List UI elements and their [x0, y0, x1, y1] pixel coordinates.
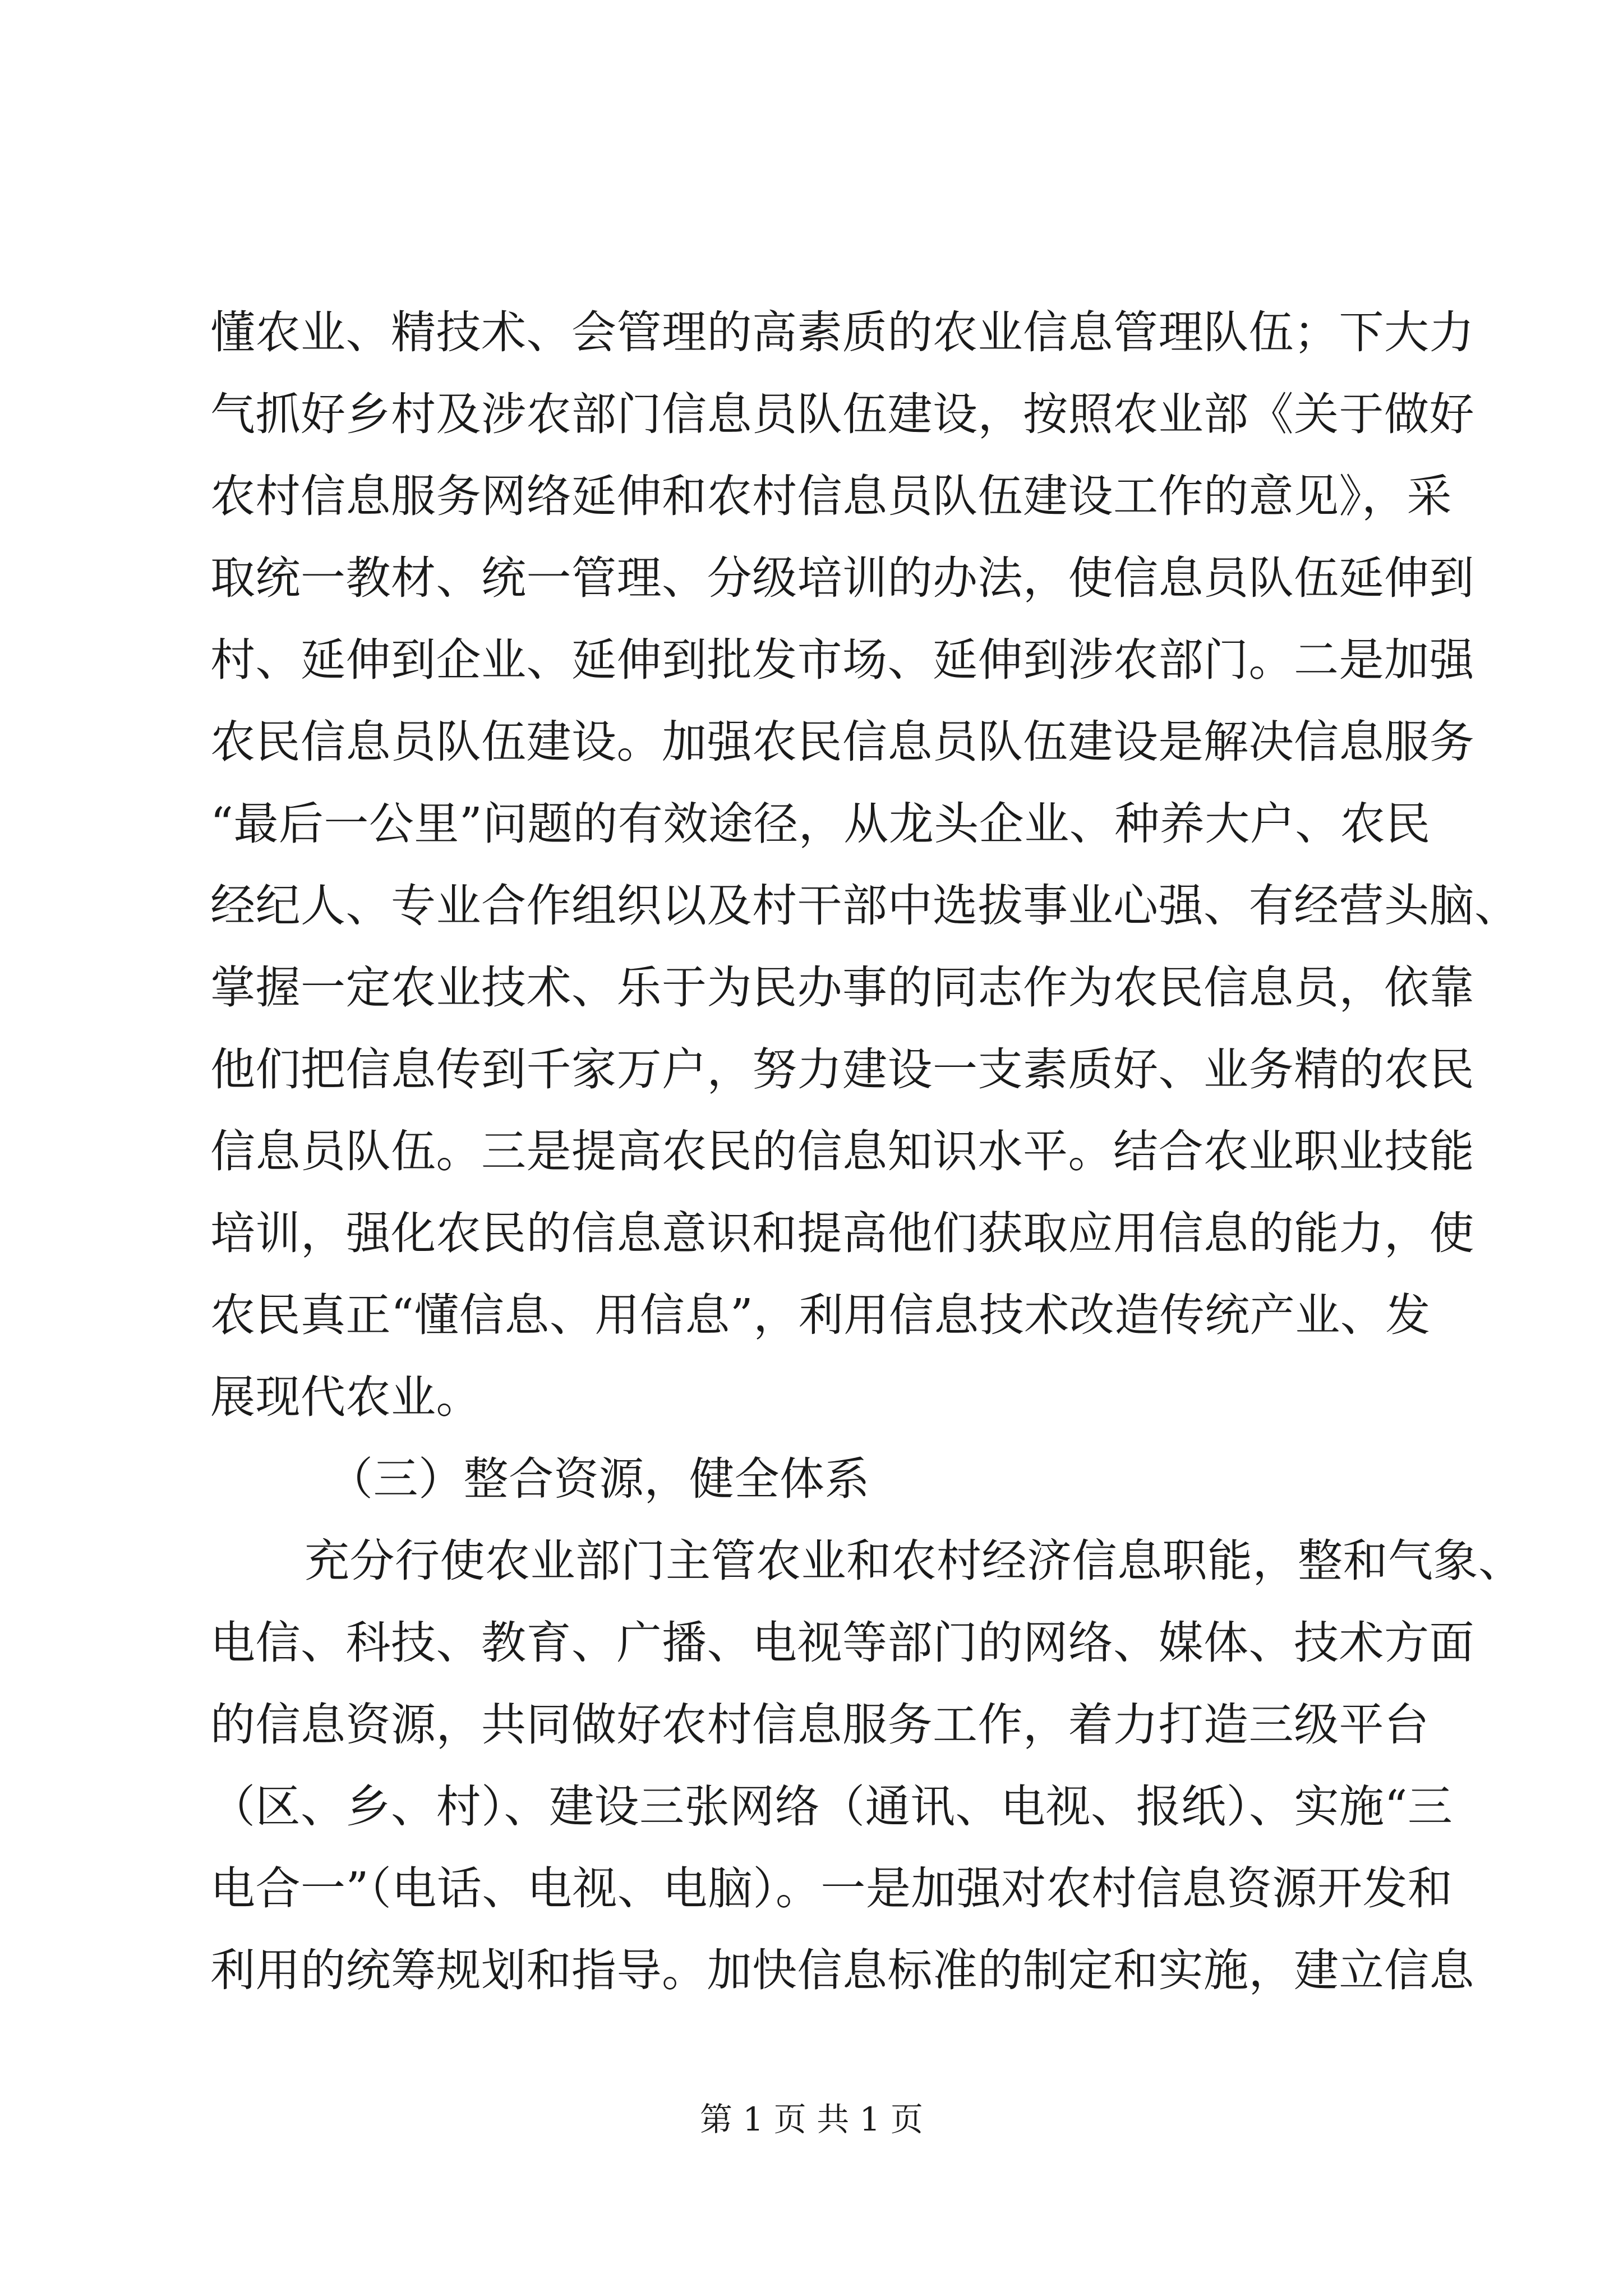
paragraph-line: 展现代农业。 — [210, 1371, 481, 1423]
paragraph-line: 他们把信息传到千家万户，努力建设一支素质好、业务精的农民 — [210, 1043, 1474, 1096]
paragraph-line: 充分行使农业部门主管农业和农村经济信息职能，整和气象、 — [305, 1535, 1524, 1587]
paragraph-line: 电信、科技、教育、广播、电视等部门的网络、媒体、技术方面 — [210, 1617, 1474, 1669]
paragraph-line: （区、乡、村）、建设三张网络（通讯、电视、报纸）、实施“三 — [210, 1780, 1453, 1833]
paragraph-line: 农民真正“懂信息、用信息”，利用信息技术改造传统产业、发 — [210, 1289, 1431, 1341]
paragraph-line: 的信息资源，共同做好农村信息服务工作，着力打造三级平台 — [210, 1699, 1430, 1751]
paragraph-line: “最后一公里”问题的有效途径，从龙头企业、种养大户、农民 — [210, 798, 1431, 850]
paragraph-line: 利用的统筹规划和指导。加快信息标准的制定和实施，建立信息 — [210, 1944, 1474, 1996]
paragraph-line: 培训，强化农民的信息意识和提高他们获取应用信息的能力，使 — [210, 1207, 1474, 1259]
paragraph-line: 电合一”（电话、电视、电脑）。一是加强对农村信息资源开发和 — [210, 1862, 1453, 1915]
section-heading: （三）整合资源，健全体系 — [328, 1453, 870, 1505]
paragraph-line: 农村信息服务网络延伸和农村信息员队伍建设工作的意见》，采 — [210, 470, 1452, 522]
paragraph-line: 信息员队伍。三是提高农民的信息知识水平。结合农业职业技能 — [210, 1125, 1474, 1177]
paragraph-line: 懂农业、精技术、会管理的高素质的农业信息管理队伍；下大力 — [210, 306, 1474, 358]
page-footer — [0, 2097, 1623, 2142]
page-number-label: 第 1 页 共 1 页 — [700, 2100, 923, 2138]
paragraph-line: 掌握一定农业技术、乐于为民办事的同志作为农民信息员，依靠 — [210, 961, 1474, 1014]
paragraph-line: 农民信息员队伍建设。加强农民信息员队伍建设是解决信息服务 — [210, 716, 1474, 768]
paragraph-line: 村、延伸到企业、延伸到批发市场、延伸到涉农部门。二是加强 — [210, 634, 1474, 686]
paragraph-line: 气抓好乡村及涉农部门信息员队伍建设，按照农业部《关于做好 — [210, 388, 1474, 440]
document-body — [210, 292, 1524, 2012]
paragraph-line: 经纪人、专业合作组织以及村干部中选拔事业心强、有经营头脑、 — [210, 880, 1520, 932]
paragraph-line: 取统一教材、统一管理、分级培训的办法，使信息员队伍延伸到 — [210, 552, 1474, 604]
